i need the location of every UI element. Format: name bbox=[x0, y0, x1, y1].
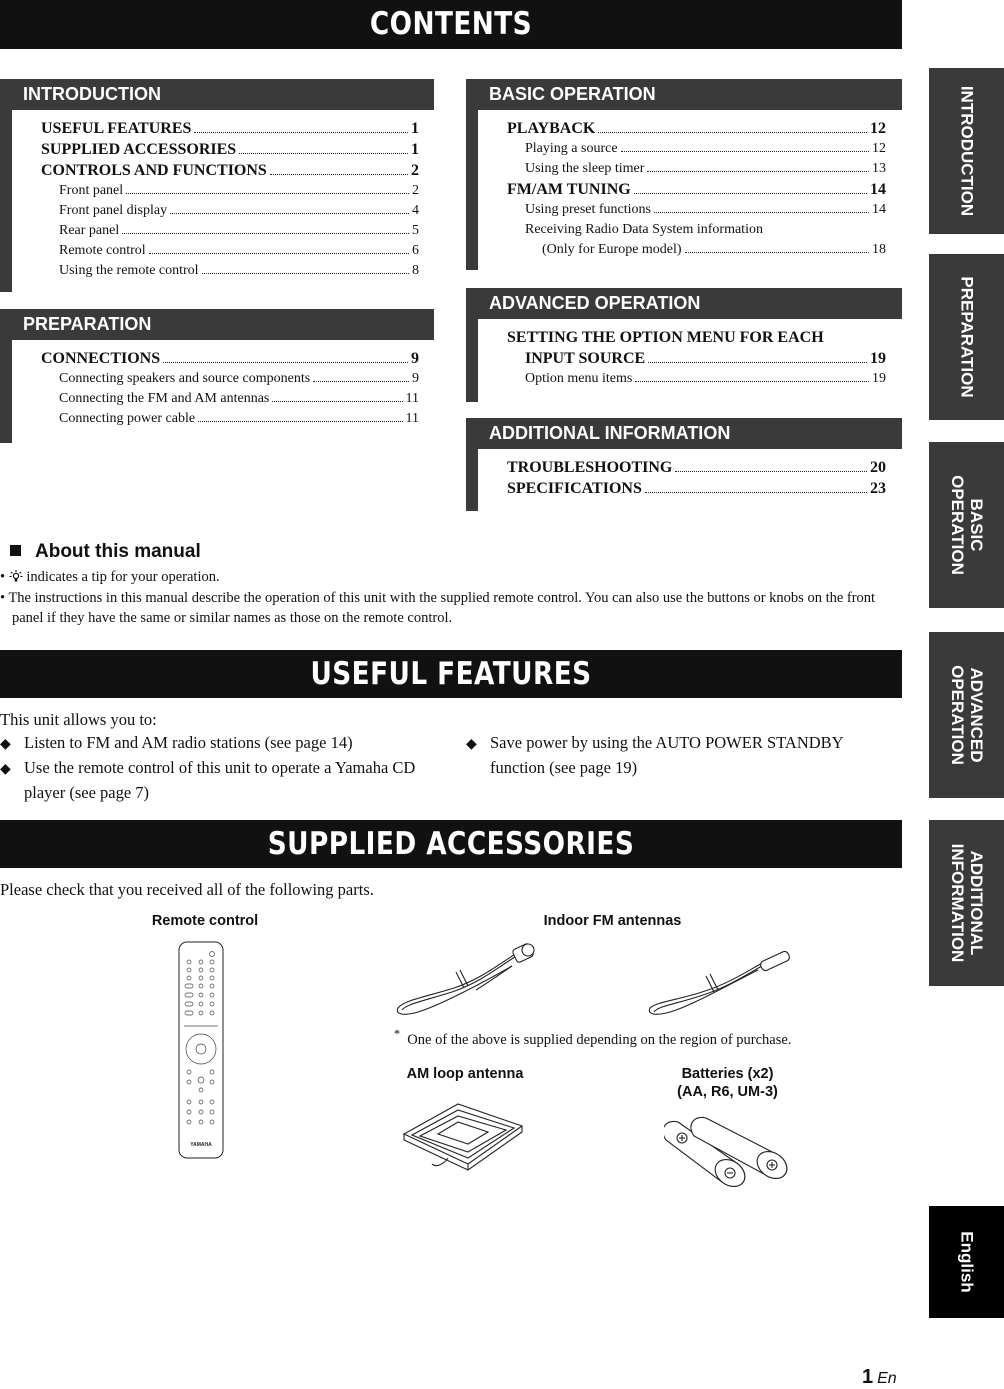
toc-subentry[interactable]: Playing a source 12 bbox=[525, 141, 886, 156]
tab-advanced-operation[interactable]: ADVANCED OPERATION bbox=[929, 632, 1004, 798]
about-bullet: • The instructions in this manual describe the operation of this unit with the supplied remote control. You can also use the buttons or knobs on the front panel if they have the same or similar names as those on the remote control. bbox=[0, 589, 876, 626]
tab-introduction[interactable]: INTRODUCTION bbox=[929, 68, 1004, 234]
toc-basic-heading: BASIC OPERATION bbox=[466, 79, 902, 110]
supplied-accessories-title: SUPPLIED ACCESSORIES bbox=[267, 826, 635, 862]
remote-control-image bbox=[176, 940, 226, 1162]
toc-subentry[interactable]: Receiving Radio Data System information bbox=[525, 222, 763, 237]
contents-banner bbox=[0, 0, 902, 49]
supplied-accessories-banner bbox=[0, 820, 902, 868]
toc-subentry[interactable]: Using preset functions 14 bbox=[525, 202, 886, 217]
toc-subentry[interactable]: Rear panel 5 bbox=[59, 223, 419, 238]
batteries-image bbox=[664, 1114, 794, 1190]
tab-additional-information[interactable]: ADDITIONAL INFORMATION bbox=[929, 820, 1004, 986]
toc-subentry[interactable]: Front panel display 4 bbox=[59, 203, 419, 218]
tab-english[interactable]: English bbox=[929, 1206, 1004, 1318]
toc-subentry[interactable]: Using the sleep timer 13 bbox=[525, 161, 886, 176]
diamond-bullet-icon: ◆ bbox=[0, 737, 11, 752]
contents-title: CONTENTS bbox=[369, 6, 533, 42]
remote-brand-logo: YAMAHA bbox=[190, 1142, 212, 1148]
useful-features-title: USEFUL FEATURES bbox=[310, 656, 592, 692]
useful-features-banner bbox=[0, 650, 902, 698]
toc-advanced-heading: ADVANCED OPERATION bbox=[466, 288, 902, 319]
am-loop-antenna-image bbox=[398, 1098, 528, 1172]
tab-basic-operation[interactable]: BASIC OPERATION bbox=[929, 442, 1004, 608]
toc-entry[interactable]: USEFUL FEATURES 1 bbox=[41, 120, 419, 137]
toc-entry[interactable]: INPUT SOURCE 19 bbox=[525, 350, 886, 367]
toc-subentry[interactable]: Remote control 6 bbox=[59, 243, 419, 258]
tab-preparation[interactable]: PREPARATION bbox=[929, 254, 1004, 420]
toc-additional-heading: ADDITIONAL INFORMATION bbox=[466, 418, 902, 449]
toc-entry[interactable]: CONNECTIONS 9 bbox=[41, 350, 419, 367]
feature-item: ◆ Listen to FM and AM radio stations (see page 14) bbox=[0, 731, 440, 756]
toc-subentry[interactable]: Option menu items 19 bbox=[525, 371, 886, 386]
am-antenna-label: AM loop antenna bbox=[406, 1066, 524, 1082]
useful-features-intro: This unit allows you to: bbox=[0, 710, 157, 729]
square-bullet-icon bbox=[10, 545, 21, 556]
toc-entry[interactable]: PLAYBACK 12 bbox=[507, 120, 886, 137]
fm-antenna-note: * One of the above is supplied depending on the region of purchase. bbox=[394, 1027, 792, 1048]
toc-subentry[interactable]: Connecting the FM and AM antennas 11 bbox=[59, 391, 419, 406]
fm-antenna-image-1 bbox=[394, 938, 544, 1020]
useful-features-left bbox=[0, 731, 440, 804]
tip-icon bbox=[9, 569, 23, 585]
toc-entry[interactable]: SETTING THE OPTION MENU FOR EACH bbox=[507, 329, 824, 346]
toc-subentry[interactable]: Front panel 2 bbox=[59, 183, 419, 198]
toc-subentry[interactable]: (Only for Europe model) 18 bbox=[542, 242, 886, 257]
toc-introduction bbox=[0, 79, 434, 292]
about-bullet: • indicates a tip for your operation. bbox=[0, 569, 220, 585]
feature-item: ◆ Use the remote control of this unit to operate a Yamaha CD player (see page 7) bbox=[0, 758, 416, 802]
diamond-bullet-icon: ◆ bbox=[0, 762, 11, 777]
page-number: 1 En bbox=[862, 1366, 897, 1388]
toc-preparation-heading: PREPARATION bbox=[0, 309, 434, 340]
toc-additional-information bbox=[466, 418, 902, 511]
toc-entry[interactable]: SPECIFICATIONS 23 bbox=[507, 480, 886, 497]
toc-basic-operation bbox=[466, 79, 902, 270]
feature-item: ◆ Save power by using the AUTO POWER STANDBY function (see page 19) bbox=[466, 733, 843, 777]
diamond-bullet-icon: ◆ bbox=[466, 737, 477, 752]
toc-entry[interactable]: CONTROLS AND FUNCTIONS 2 bbox=[41, 162, 419, 179]
toc-introduction-heading: INTRODUCTION bbox=[0, 79, 434, 110]
about-heading: About this manual bbox=[10, 541, 201, 563]
accessories-intro: Please check that you received all of the following parts. bbox=[0, 880, 374, 899]
toc-subentry[interactable]: Connecting speakers and source components 9 bbox=[59, 371, 419, 386]
remote-control-label: Remote control bbox=[151, 913, 259, 929]
toc-entry[interactable]: SUPPLIED ACCESSORIES 1 bbox=[41, 141, 419, 158]
toc-entry[interactable]: TROUBLESHOOTING 20 bbox=[507, 459, 886, 476]
toc-subentry[interactable]: Using the remote control 8 bbox=[59, 263, 419, 278]
toc-subentry[interactable]: Connecting power cable 11 bbox=[59, 411, 419, 426]
fm-antenna-label: Indoor FM antennas bbox=[543, 913, 682, 929]
toc-advanced-operation bbox=[466, 288, 902, 402]
about-list bbox=[0, 567, 900, 629]
useful-features-right bbox=[466, 731, 896, 779]
fm-antenna-image-2 bbox=[646, 938, 796, 1020]
toc-entry[interactable]: FM/AM TUNING 14 bbox=[507, 181, 886, 198]
toc-preparation bbox=[0, 309, 434, 443]
batteries-label: Batteries (x2) (AA, R6, UM-3) bbox=[677, 1066, 778, 1100]
